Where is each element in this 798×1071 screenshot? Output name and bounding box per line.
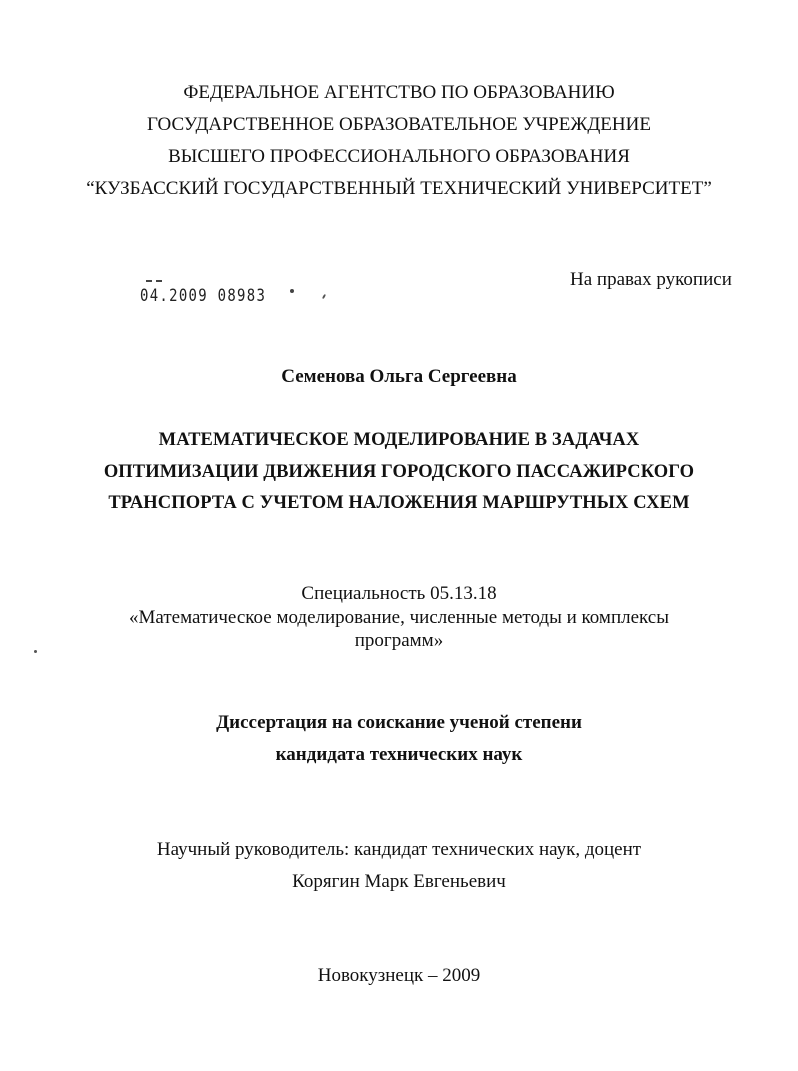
header-line-education: ВЫСШЕГО ПРОФЕССИОНАЛЬНОГО ОБРАЗОВАНИЯ	[168, 146, 630, 167]
author-name: Семенова Ольга Сергеевна	[281, 366, 517, 387]
rights-note: На правах рукописи	[570, 269, 732, 290]
dissertation-title-line-2: ОПТИМИЗАЦИИ ДВИЖЕНИЯ ГОРОДСКОГО ПАССАЖИРСКОГО	[103, 462, 695, 482]
degree-line-2: кандидата технических наук	[275, 744, 523, 765]
header-line-university: “КУЗБАССКИЙ ГОСУДАРСТВЕННЫЙ ТЕХНИЧЕСКИЙ УНИВЕРСИТЕТ”	[86, 178, 712, 199]
scan-speck	[322, 294, 326, 299]
supervisor-name: Корягин Марк Евгеньевич	[292, 871, 506, 892]
archive-stamp: 04.2009 08983	[140, 286, 267, 306]
dissertation-title-line-3: ТРАНСПОРТА С УЧЕТОМ НАЛОЖЕНИЯ МАРШРУТНЫХ СХЕМ	[108, 493, 690, 513]
stamp-tick-mark	[156, 280, 162, 282]
dissertation-title-line-1: МАТЕМАТИЧЕСКОЕ МОДЕЛИРОВАНИЕ В ЗАДАЧАХ	[158, 430, 640, 450]
stamp-tick-mark	[146, 280, 152, 282]
stamp-dot-mark	[290, 289, 294, 293]
header-line-institution: ГОСУДАРСТВЕННОЕ ОБРАЗОВАТЕЛЬНОЕ УЧРЕЖДЕНИЕ	[147, 114, 651, 135]
header-line-agency: ФЕДЕРАЛЬНОЕ АГЕНТСТВО ПО ОБРАЗОВАНИЮ	[183, 82, 615, 103]
supervisor-title: Научный руководитель: кандидат технических наук, доцент	[156, 839, 642, 860]
degree-line-1: Диссертация на соискание ученой степени	[216, 712, 582, 733]
specialty-name-cont: программ»	[354, 630, 444, 651]
specialty-name: «Математическое моделирование, численные методы и комплексы	[129, 607, 669, 628]
city-year: Новокузнецк – 2009	[317, 965, 481, 986]
specialty-code: Специальность 05.13.18	[301, 583, 497, 604]
